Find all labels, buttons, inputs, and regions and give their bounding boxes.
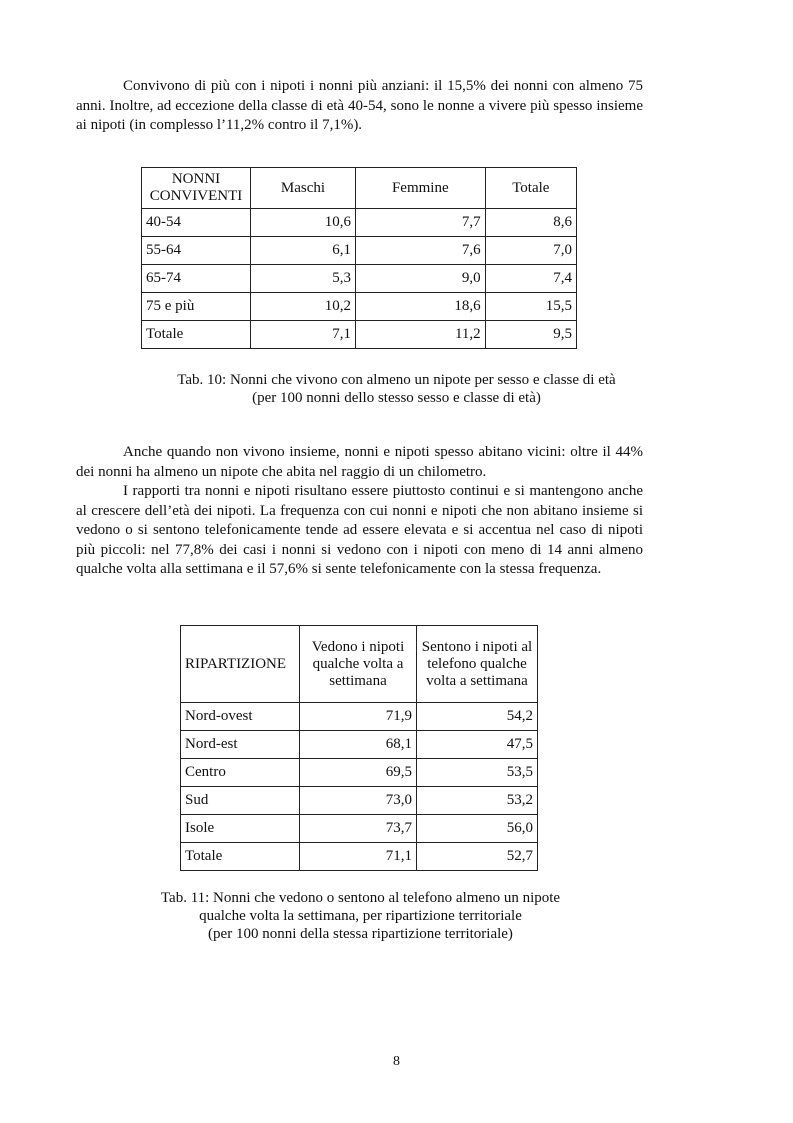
header-femmine: Femmine — [355, 168, 485, 209]
cell-value: 7,4 — [485, 265, 576, 293]
caption-line: qualche volta la settimana, per ripartizione territoriale — [199, 908, 522, 924]
table-row — [181, 843, 538, 871]
table-row — [181, 731, 538, 759]
cell-value: 71,9 — [300, 703, 417, 731]
paragraph-3: I rapporti tra nonni e nipoti risultano essere piuttosto continui e si mantengono anche al crescere dell’età dei nipoti. La frequenza con cui nonni e nipoti che non abitano insieme si vedono o si sentono telefonicamente tende ad essere elevata e si accentua nel caso di nipoti più piccoli: nel 77,8% dei casi i nonni si vedono con i nipoti con meno di 14 anni almeno qualche volta alla settimana e il 57,6% si sente telefonicamente con la stessa frequenza. — [76, 483, 643, 577]
cell-value: 9,5 — [485, 321, 576, 349]
table-row — [181, 703, 538, 731]
header-ripartizione: RIPARTIZIONE — [181, 626, 300, 703]
row-label: 75 e più — [142, 293, 251, 321]
cell-value: 54,2 — [417, 703, 538, 731]
cell-value: 15,5 — [485, 293, 576, 321]
cell-value: 10,2 — [251, 293, 356, 321]
page-number: 8 — [393, 1054, 400, 1069]
table-row — [142, 321, 577, 349]
cell-value: 5,3 — [251, 265, 356, 293]
cell-value: 52,7 — [417, 843, 538, 871]
cell-value: 6,1 — [251, 237, 356, 265]
cell-value: 18,6 — [355, 293, 485, 321]
row-label: Totale — [142, 321, 251, 349]
cell-value: 73,7 — [300, 815, 417, 843]
header-maschi: Maschi — [251, 168, 356, 209]
table-row — [181, 787, 538, 815]
cell-value: 56,0 — [417, 815, 538, 843]
table-row — [142, 209, 577, 237]
paragraph-1: Convivono di più con i nipoti i nonni più anziani: il 15,5% dei nonni con almeno 75 anni. Inoltre, ad eccezione della classe di età 40-54, sono le nonne a vivere più spesso insieme ai nipoti (in complesso l’11,2% contro il 7,1%). — [76, 78, 643, 133]
table-header-row — [142, 168, 577, 209]
header-nonni-conviventi: NONNI CONVIVENTI — [142, 168, 251, 209]
caption-line: Tab. 10: Nonni che vivono con almeno un nipote per sesso e classe di età — [177, 372, 616, 388]
table-row — [181, 815, 538, 843]
row-label: Sud — [181, 787, 300, 815]
header-vedono: Vedono i nipoti qualche volta a settimana — [300, 626, 417, 703]
cell-value: 68,1 — [300, 731, 417, 759]
cell-value: 7,6 — [355, 237, 485, 265]
cell-value: 53,5 — [417, 759, 538, 787]
cell-value: 69,5 — [300, 759, 417, 787]
row-label: Totale — [181, 843, 300, 871]
paragraph-2: Anche quando non vivono insieme, nonni e nipoti spesso abitano vicini: oltre il 44% dei nonni ha almeno un nipote che abita nel raggio di un chilometro. — [76, 444, 643, 480]
row-label: 40-54 — [142, 209, 251, 237]
row-label: Nord-est — [181, 731, 300, 759]
caption-line: (per 100 nonni della stessa ripartizione territoriale) — [208, 926, 513, 942]
cell-value: 10,6 — [251, 209, 356, 237]
cell-value: 7,7 — [355, 209, 485, 237]
row-label: Nord-ovest — [181, 703, 300, 731]
table-10-caption — [0, 371, 793, 407]
row-label: 55-64 — [142, 237, 251, 265]
table-row — [142, 265, 577, 293]
cell-value: 71,1 — [300, 843, 417, 871]
table-row — [142, 237, 577, 265]
row-label: 65-74 — [142, 265, 251, 293]
cell-value: 8,6 — [485, 209, 576, 237]
header-sentono: Sentono i nipoti al telefono qualche volta a settimana — [417, 626, 538, 703]
cell-value: 53,2 — [417, 787, 538, 815]
cell-value: 7,0 — [485, 237, 576, 265]
cell-value: 73,0 — [300, 787, 417, 815]
caption-line: Tab. 11: Nonni che vedono o sentono al telefono almeno un nipote — [160, 890, 561, 906]
cell-value: 47,5 — [417, 731, 538, 759]
table-nonni-conviventi — [141, 167, 577, 349]
cell-value: 9,0 — [355, 265, 485, 293]
row-label: Isole — [181, 815, 300, 843]
table-11-caption — [0, 889, 793, 943]
header-totale: Totale — [485, 168, 576, 209]
caption-line: (per 100 nonni dello stesso sesso e classe di età) — [252, 390, 541, 406]
table-header-row — [181, 626, 538, 703]
table-ripartizione — [180, 625, 538, 871]
table-row — [181, 759, 538, 787]
cell-value: 11,2 — [355, 321, 485, 349]
cell-value: 7,1 — [251, 321, 356, 349]
row-label: Centro — [181, 759, 300, 787]
table-row — [142, 293, 577, 321]
